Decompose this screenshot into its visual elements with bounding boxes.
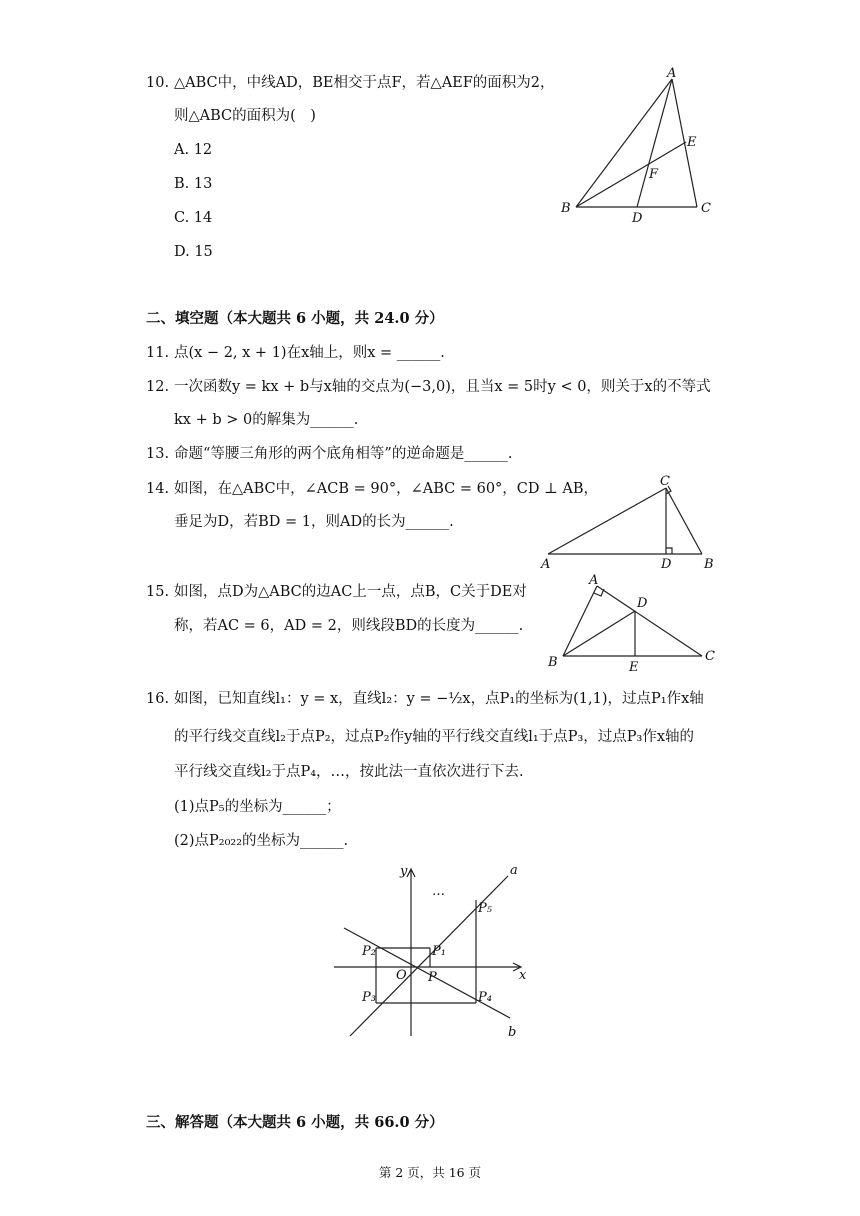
q16-line1: 如图，已知直线l₁：y = x，直线l₂：y = −½x，点P₁的坐标为(1,1)，过点P₁作x轴 <box>174 691 704 707</box>
q16-label-b: b <box>508 1025 517 1040</box>
q10-option-a: A. 12 <box>174 142 213 158</box>
q12-line2: kx + b > 0的解集为______. <box>174 412 359 428</box>
q16-sub2: (2)点P₂₀₂₂的坐标为______. <box>174 833 349 849</box>
q16-label-p5: P₅ <box>478 901 492 916</box>
q15-label-e: E <box>629 660 639 675</box>
q16-label-dots: … <box>432 884 445 899</box>
q10-figure <box>555 62 725 232</box>
q12-number: 12. <box>146 379 170 395</box>
q14-label-a: A <box>541 557 551 572</box>
q10-label-a: A <box>667 66 677 81</box>
q15-label-c: C <box>705 649 715 664</box>
section-3-title: 三、解答题（本大题共 6 小题，共 66.0 分） <box>146 1114 444 1131</box>
q14-figure <box>538 470 718 575</box>
q15-line2: 称，若AC = 6，AD = 2，则线段BD的长度为______. <box>174 618 524 634</box>
q15-label-d: D <box>637 596 648 611</box>
q15-number: 15. <box>146 584 170 600</box>
q16-label-p1: P₁ <box>432 944 446 959</box>
q10-label-f: F <box>649 167 659 182</box>
q16-label-p2: P₂ <box>362 944 376 959</box>
q10-option-d: D. 15 <box>174 244 213 260</box>
q15-figure <box>542 572 722 677</box>
q14-label-d: D <box>661 557 672 572</box>
q16-label-x: x <box>519 968 527 983</box>
q16-label-y: y <box>400 864 408 879</box>
q16-label-p3: P₃ <box>362 990 376 1005</box>
q10-option-b: B. 13 <box>174 176 213 192</box>
q12-line1: 一次函数y = kx + b与x轴的交点为(−3,0)，且当x = 5时y < 0，则关于x的不等式 <box>174 379 711 395</box>
q16-label-o: O <box>396 968 407 983</box>
q15-label-a: A <box>589 573 599 588</box>
q14-label-b: B <box>704 557 714 572</box>
q10-label-c: C <box>701 201 711 216</box>
q16-label-p4: P₄ <box>478 990 492 1005</box>
q10-line2: 则△ABC的面积为( ) <box>174 108 316 124</box>
q14-label-c: C <box>660 474 670 489</box>
page-footer: 第 2 页，共 16 页 <box>378 1165 482 1180</box>
q15-label-b: B <box>548 655 558 670</box>
q16-label-p: P <box>428 970 437 985</box>
q15-line1: 如图，点D为△ABC的边AC上一点，点B，C关于DE对 <box>174 584 527 600</box>
q16-figure <box>330 858 540 1043</box>
q16-line3: 平行线交直线l₂于点P₄，…，按此法一直依次进行下去. <box>174 764 524 780</box>
q10-number: 10. <box>146 75 170 91</box>
q10-option-c: C. 14 <box>174 210 213 226</box>
section-2-title: 二、填空题（本大题共 6 小题，共 24.0 分） <box>146 310 444 327</box>
q10-label-d: D <box>632 211 643 226</box>
q10-label-e: E <box>687 135 697 150</box>
q14-number: 14. <box>146 481 170 497</box>
q16-label-a: a <box>510 863 518 878</box>
q13-number: 13. <box>146 446 170 462</box>
q16-line2: 的平行线交直线l₂于点P₂，过点P₂作y轴的平行线交直线l₁于点P₃，过点P₃作x轴的 <box>174 729 695 745</box>
q16-number: 16. <box>146 691 170 707</box>
q13-text: 命题“等腰三角形的两个底角相等”的逆命题是______. <box>174 446 513 462</box>
q10-line1: △ABC中，中线AD，BE相交于点F，若△AEF的面积为2， <box>174 75 555 91</box>
q16-sub1: (1)点P₅的坐标为______； <box>174 799 341 815</box>
q10-label-b: B <box>561 201 571 216</box>
q14-line2: 垂足为D，若BD = 1，则AD的长为______. <box>174 514 454 530</box>
q11-number: 11. <box>146 345 170 361</box>
q14-line1: 如图，在△ABC中，∠ACB = 90°，∠ABC = 60°，CD ⊥ AB， <box>174 481 598 497</box>
q11-text: 点(x − 2, x + 1)在x轴上，则x = ______. <box>174 345 445 361</box>
